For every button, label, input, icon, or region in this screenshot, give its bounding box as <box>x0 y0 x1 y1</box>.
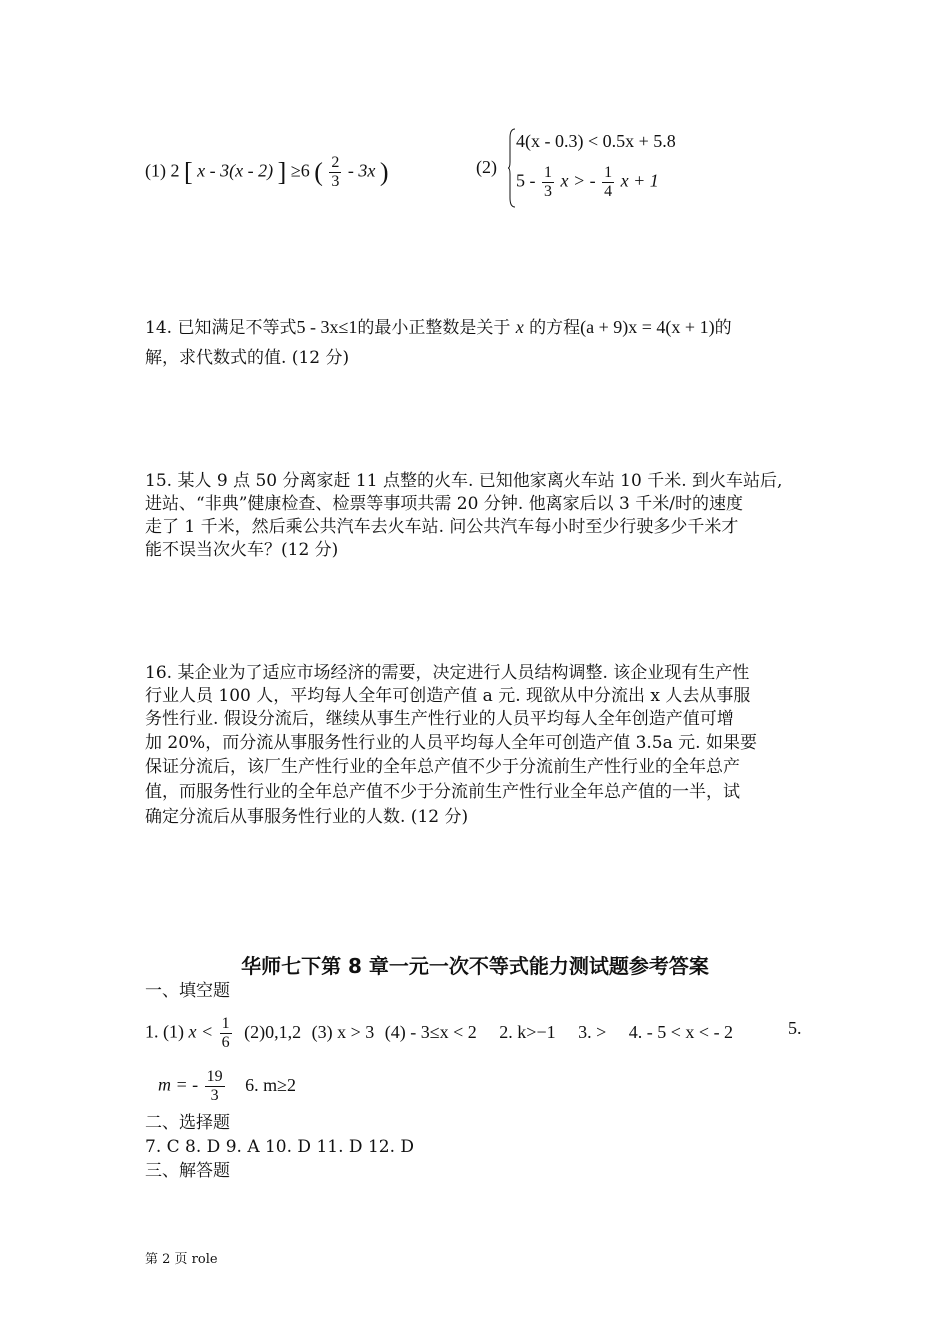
q13-part2-fraction2: $\frac{1}{4}$ <box>604 164 613 200</box>
q16-line: 行业人员 100 人，平均每人全年可创造产值 a 元. 现欲从中分流出 x 人去从事服 <box>145 686 751 706</box>
q13-part2-label: (2) <box>476 157 497 177</box>
q14-line1: 14. 已知满足不等式5 - 3x≤1的最小正整数是关于 x 的方程(a + 9)x = 4(x + 1)的 <box>145 317 732 338</box>
q13-part1-geq: ≥6 <box>290 160 310 181</box>
q16-line: 值，而服务性行业的全年总产值不少于分流前生产性行业全年总产值的一半，试 <box>145 782 740 802</box>
right-bracket: ] <box>277 157 287 187</box>
answer-line-2: m = - $\frac{19}{3}$ 6. m≥2 <box>158 1068 297 1104</box>
section-solve: 三、解答题 <box>145 1161 230 1181</box>
q13-part1-coef: 2 <box>170 160 180 181</box>
q13-part2-row2: 5 - $\frac{1}{3}$ x > - $\frac{1}{4}$ x + 1 <box>516 164 659 200</box>
q13-part1-fraction: $\frac{2}{3}$ <box>331 154 340 190</box>
answers-title: 华师七下第 8 章一元一次不等式能力测试题参考答案 <box>241 954 709 978</box>
page-footer: 第 2 页 role <box>145 1252 218 1267</box>
q16-line: 加 20%，而分流从事服务性行业的人员平均每人全年可创造产值 3.5a 元. 如果要 <box>145 733 757 753</box>
answer-1-fraction: $\frac{1}{6}$ <box>221 1015 230 1051</box>
answer-5-fraction: $\frac{19}{3}$ <box>206 1068 223 1104</box>
q13-part1-label: (1) <box>145 160 166 181</box>
left-paren: ( <box>314 157 323 187</box>
q15-line: 能不误当次火车？(12 分) <box>145 540 339 560</box>
q15-line: 进站、“非典”健康检查、检票等事项共需 20 分钟. 他离家后以 3 千米/时的速度 <box>145 494 743 514</box>
q13-part2-row1: 4(x - 0.3) < 0.5x + 5.8 <box>516 131 676 151</box>
left-bracket: [ <box>184 157 193 187</box>
q14-line2: 解，求代数式的值. (12 分) <box>145 348 350 368</box>
q16-line: 保证分流后，该厂生产性行业的全年总产值不少于分流前生产性行业的全年总产 <box>145 757 740 777</box>
q16-line: 16. 某企业为了适应市场经济的需要，决定进行人员结构调整. 该企业现有生产性 <box>145 663 750 683</box>
section-fill-in: 一、填空题 <box>145 981 230 1001</box>
q13-part2-fraction1: $\frac{1}{3}$ <box>544 164 552 200</box>
q15-line: 走了 1 千米，然后乘公共汽车去火车站. 问公共汽车每小时至少行驶多少千米才 <box>145 517 739 537</box>
q13-part1 <box>145 154 389 191</box>
q13-part1-inner: x - 3(x - 2) <box>197 160 274 181</box>
answer-line-1: 1. (1) x < $\frac{1}{6}$ (2)0,1,2 (3) x > 3 (4) - 3≤x < 2 2. k>−1 3. > 4. - 5 < x < - 2 <box>145 1015 734 1051</box>
q15-line: 15. 某人 9 点 50 分离家赶 11 点整的火车. 已知他家离火车站 10 千米. 到火车站后, <box>145 471 783 491</box>
q14-inequality: 5 - 3x≤1 <box>296 317 358 337</box>
right-paren: ) <box>379 157 389 187</box>
q13-part1-tail: - 3x <box>347 160 376 181</box>
brace-icon <box>508 128 516 208</box>
section-choice: 二、选择题 <box>145 1113 230 1133</box>
answer-5-label: 5. <box>788 1018 802 1038</box>
q16-line: 确定分流后从事服务性行业的人数. (12 分) <box>145 807 469 827</box>
q16-line: 务性行业. 假设分流后，继续从事生产性行业的人员平均每人全年创造产值可增 <box>145 709 734 729</box>
q14-equation: (a + 9)x = 4(x + 1) <box>580 317 715 337</box>
choice-answers: 7. C 8. D 9. A 10. D 11. D 12. D <box>145 1137 415 1157</box>
